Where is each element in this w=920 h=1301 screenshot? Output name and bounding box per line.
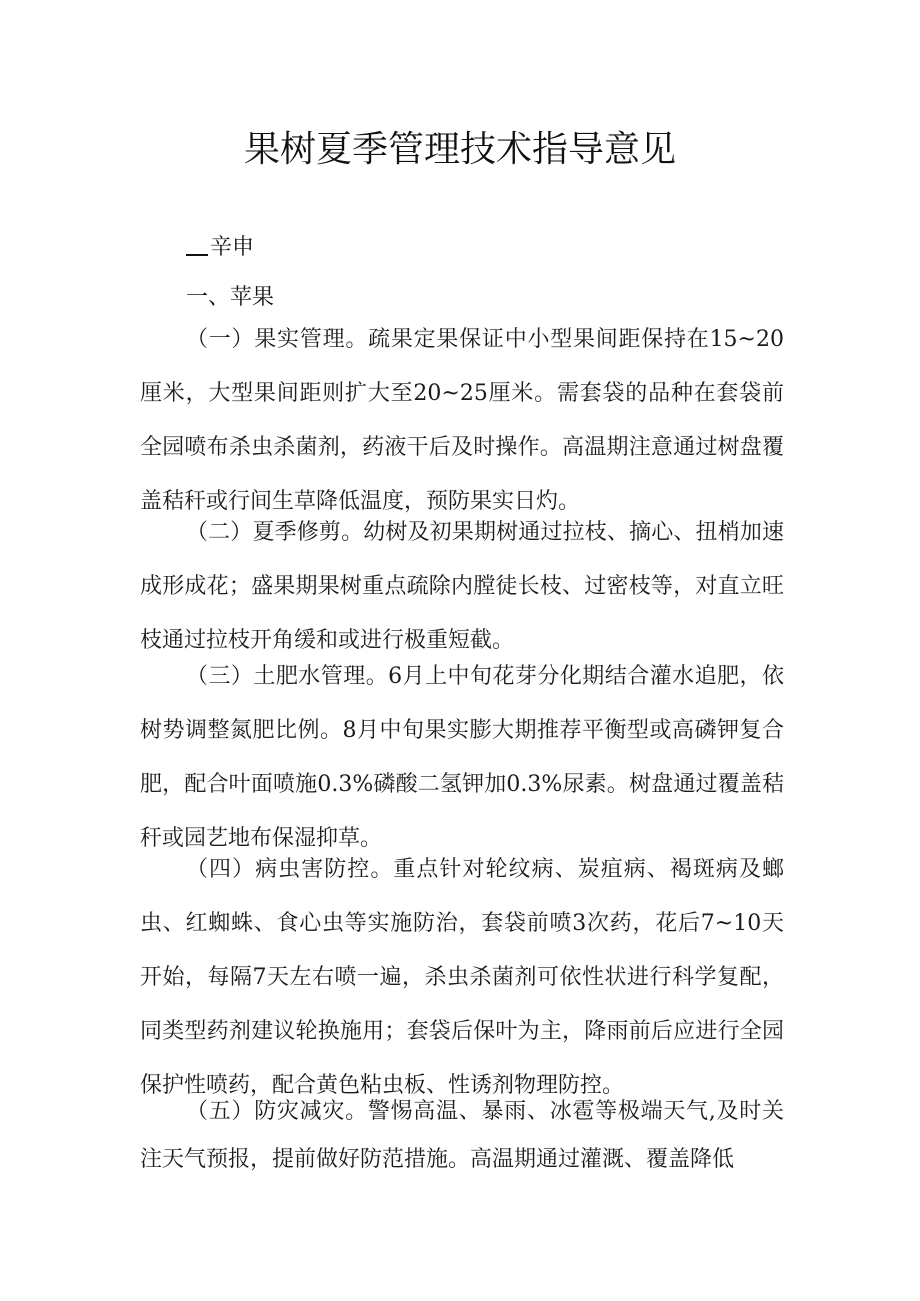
author-line <box>186 232 254 263</box>
paragraph-disaster-prevention: （五）防灾减灾。警惕高温、暴雨、冰雹等极端天气,及时关注天气预报，提前做好防范措施。高温期通过灌溉、覆盖降低 <box>140 1099 784 1172</box>
author-name: 辛申 <box>210 235 255 260</box>
author-underline-blank <box>186 232 208 256</box>
paragraph-soil-fertilizer-water: （三）土肥水管理。6月上中旬花芽分化期结合灌水追肥，依树势调整氮肥比例。8月中旬果实膨大期推荐平衡型或高磷钾复合肥，配合叶面喷施0.3%磷酸二氢钾加0.3%尿素。树盘通过覆盖秸秆或园艺地布保湿抑草。 <box>140 664 784 851</box>
paragraph-pest-control: （四）病虫害防控。重点针对轮纹病、炭疽病、褐斑病及螂虫、红蜘蛛、食心虫等实施防治，套袋前喷3次药，花后7~10天开始，每隔7天左右喷一遍，杀虫杀菌剂可依性状进行科学复配，同类型药剂建议轮换施用；套袋后保叶为主，降雨前后应进行全园保护性喷药，配合黄色粘虫板、性诱剂物理防控。 <box>140 857 784 1098</box>
paragraph-summer-pruning: （二）夏季修剪。幼树及初果期树通过拉枝、摘心、扭梢加速成形成花；盛果期果树重点疏除内膛徒长枝、过密枝等，对直立旺枝通过拉枝开角缓和或进行极重短截。 <box>140 520 784 653</box>
paragraph-fruit-management: （一）果实管理。疏果定果保证中小型果间距保持在15~20厘米，大型果间距则扩大至20~25厘米。需套袋的品种在套袋前全园喷布杀虫杀菌剂，药液干后及时操作。高温期注意通过树盘覆盖秸秆或行间生草降低温度，预防果实日灼。 <box>140 327 784 514</box>
document-title: 果树夏季管理技术指导意见 <box>243 129 676 170</box>
section-heading: 一、苹果 <box>186 285 275 310</box>
